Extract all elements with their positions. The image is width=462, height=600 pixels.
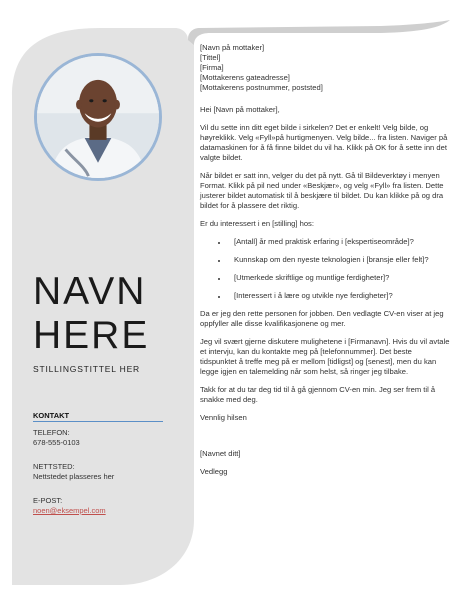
profile-photo[interactable] <box>34 53 162 181</box>
contact-heading: KONTAKT <box>33 411 70 420</box>
contact-divider <box>33 421 163 422</box>
applicant-name <box>33 270 149 358</box>
list-item: • [Interessert i å lære og utvikle nye ferdigheter]? <box>228 291 450 301</box>
recipient-postal: [Mottakerens postnummer, poststed] <box>200 83 323 92</box>
paragraph-2: Når bildet er satt inn, velger du det på nytt. Gå til Bildeverktøy i menyen Format. Klikk på pil ned under «Beskjær», og velg «Fyll» fra listen. Dette justerer bildet automatisk til å beskjære til bildet. Du kan klikke på og dra bildet for å plassere det riktig. <box>200 171 444 210</box>
recipient-company: [Firma] <box>200 63 224 72</box>
paragraph-1: Vil du sette inn ditt eget bilde i sirkelen? Det er enkelt! Velg bilde, og høyreklikk. Velg «Fyll»på hurtigmenyen. Velg bilde... fra listen. Naviger på datamaskinen for å få finne bildet du vil ha. Klikk på OK for å sette inn det valgte bildet. <box>200 123 448 162</box>
profile-photo-image <box>37 56 159 178</box>
job-title: STILLINGSTITTEL HER <box>33 364 140 374</box>
enclosure-note: Vedlegg <box>200 467 228 476</box>
list-item: • [Antall] år med praktisk erfaring i [ekspertiseområde]? <box>228 237 450 247</box>
list-item: • [Utmerkede skriftlige og muntlige ferdigheter]? <box>228 273 450 283</box>
recipient-title: [Tittel] <box>200 53 221 62</box>
qualification-list <box>200 237 450 301</box>
phone-value: 678-555-0103 <box>33 438 80 447</box>
paragraph-3: Da er jeg den rette personen for jobben. Den vedlagte CV-en viser at jeg oppfyller alle disse kvalifikasjonene og mer. <box>200 309 444 328</box>
greeting: Hei [Navn på mottaker], <box>200 105 280 114</box>
recipient-address <box>200 43 450 93</box>
email-label: E-POST: <box>33 496 63 505</box>
signature-space <box>200 431 450 449</box>
cover-letter <box>200 43 450 485</box>
recipient-street: [Mottakerens gateadresse] <box>200 73 290 82</box>
list-item: • Kunnskap om den nyeste teknologien i [bransje eller felt]? <box>228 255 450 265</box>
phone-label: TELEFON: <box>33 428 70 437</box>
name-line-1: NAVN <box>33 270 147 313</box>
website-value: Nettstedet plasseres her <box>33 472 115 481</box>
paragraph-4: Jeg vil svært gjerne diskutere mulighetene i [Firmanavn]. Hvis du vil avtale et intervju, kan du kontakte meg på [telefonnummer]. Det beste tidspunktet å treffe meg på er mellom [tidligst] og [senest], men du kan legge igjen en talemelding når som helst, så ringer jeg tilbake. <box>200 337 450 376</box>
name-line-2: HERE <box>33 314 150 357</box>
signature-name: [Navnet ditt] <box>200 449 241 458</box>
recipient-name: [Navn på mottaker] <box>200 43 265 52</box>
interest-intro: Er du interessert i en [stilling] hos: <box>200 219 314 228</box>
website-label: NETTSTED: <box>33 462 75 471</box>
closing: Vennlig hilsen <box>200 413 247 422</box>
email-link[interactable]: noen@eksempel.com <box>33 506 106 515</box>
paragraph-5: Takk for at du tar deg tid til å gå gjennom CV-en min. Jeg ser frem til å snakke med deg. <box>200 385 436 404</box>
